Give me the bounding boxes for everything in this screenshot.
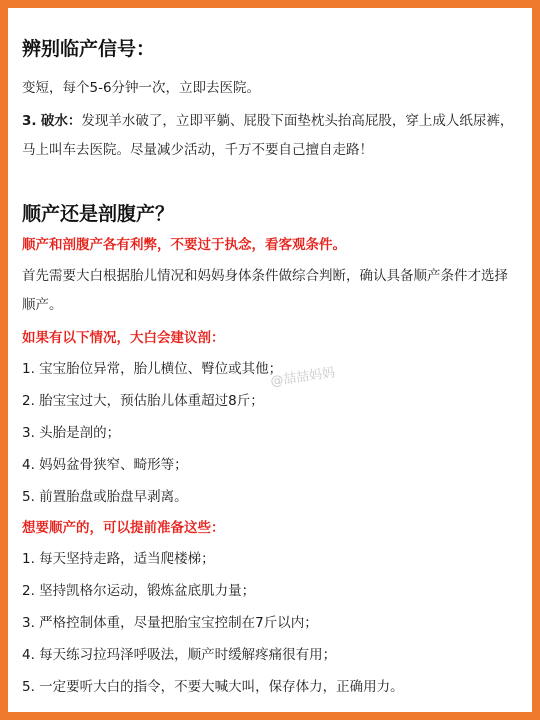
item-text: 发现羊水破了，立即平躺、屁股下面垫枕头抬高屁股，穿上成人纸尿裤，马上叫车去医院。尽量减少活动，千万不要自己擅自走路！ bbox=[22, 113, 514, 158]
intro-paragraph: 首先需要大白根据胎儿情况和妈妈身体条件做综合判断，确认具备顺产条件才选择顺产。 bbox=[22, 268, 508, 313]
list-item: 5. 前置胎盘或胎盘早剥离。 bbox=[22, 489, 188, 505]
list-item: 1. 每天坚持走路，适当爬楼梯； bbox=[22, 551, 215, 567]
section-title-delivery-choice: 顺产还是剖腹产？ bbox=[22, 203, 175, 225]
article-content bbox=[22, 36, 518, 702]
item-label: 破水： bbox=[40, 113, 82, 129]
section-title-labor-signs: 辨别临产信号： bbox=[22, 38, 156, 60]
highlight-note: 顺产和剖腹产各有利弊，不要过于执念，看客观条件。 bbox=[22, 237, 346, 253]
list-item: 4. 妈妈盆骨狭窄、畸形等； bbox=[22, 457, 188, 473]
list-item: 1. 宝宝胎位异常，胎儿横位、臀位或其他； bbox=[22, 361, 283, 377]
csection-heading: 如果有以下情况，大白会建议剖： bbox=[22, 330, 225, 346]
list-item: 5. 一定要听大白的指令，不要大喊大叫，保存体力，正确用力。 bbox=[22, 679, 404, 695]
labor-sign-water-breaking bbox=[22, 107, 518, 165]
natural-birth-heading: 想要顺产的，可以提前准备这些： bbox=[22, 520, 225, 536]
list-item: 2. 胎宝宝过大，预估胎儿体重超过8斤； bbox=[22, 393, 264, 409]
list-item: 3. 头胎是剖的； bbox=[22, 425, 121, 441]
list-item: 2. 坚持凯格尔运动，锻炼盆底肌力量； bbox=[22, 583, 256, 599]
list-item: 4. 每天练习拉玛泽呼吸法，顺产时缓解疼痛很有用； bbox=[22, 647, 337, 663]
list-item: 3. 严格控制体重，尽量把胎宝宝控制在7斤以内； bbox=[22, 615, 318, 631]
labor-sign-contractions: 变短，每个5-6分钟一次，立即去医院。 bbox=[22, 80, 261, 96]
natural-birth-list bbox=[22, 545, 518, 702]
watermark: @喆喆妈妈 bbox=[269, 365, 337, 390]
item-number: 3. bbox=[22, 113, 37, 129]
